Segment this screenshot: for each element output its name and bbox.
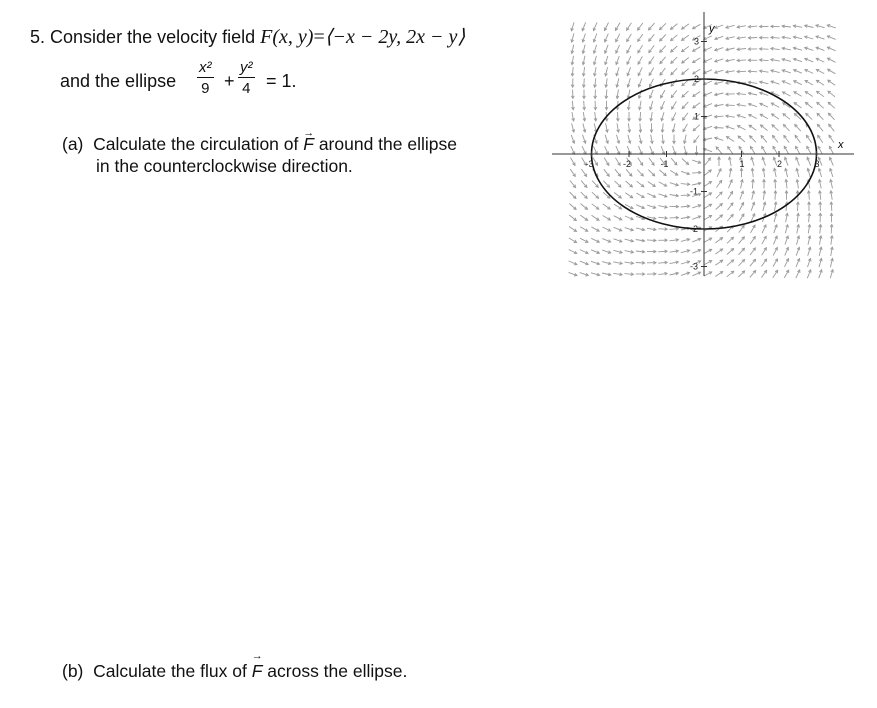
field-arrow bbox=[727, 214, 733, 221]
field-arrow bbox=[738, 271, 744, 277]
y-tick-label: -3 bbox=[690, 261, 699, 272]
y-axis-label: y bbox=[709, 23, 715, 35]
field-arrow bbox=[828, 102, 835, 108]
field-arrow bbox=[716, 204, 723, 210]
fraction-x-denominator: 9 bbox=[201, 80, 210, 97]
field-arrow bbox=[727, 249, 734, 255]
field-arrow bbox=[660, 35, 666, 42]
vector-field-graph bbox=[548, 8, 858, 280]
field-arrow bbox=[648, 170, 654, 176]
field-arrow bbox=[671, 46, 678, 52]
field-arrow bbox=[592, 181, 598, 188]
field-arrow bbox=[660, 23, 667, 29]
field-arrow bbox=[716, 147, 722, 154]
part-b-text-before: Calculate the flux of bbox=[93, 661, 247, 681]
field-arrow bbox=[660, 46, 666, 53]
field-arrow bbox=[750, 136, 756, 143]
y-tick-label: -1 bbox=[690, 186, 699, 197]
field-arrow bbox=[772, 125, 779, 131]
field-arrow bbox=[581, 204, 588, 210]
y-tick-label: 2 bbox=[694, 74, 700, 84]
field-arrow bbox=[671, 158, 677, 165]
field-arrow bbox=[783, 125, 789, 132]
part-b bbox=[62, 661, 407, 682]
fraction-x-numerator: x² bbox=[199, 59, 212, 76]
x-axis-label: x bbox=[838, 139, 844, 151]
field-arrow bbox=[783, 114, 790, 120]
field-arrow bbox=[761, 136, 767, 143]
field-arrow bbox=[739, 237, 745, 244]
field-arrow bbox=[626, 169, 632, 176]
field-arrow bbox=[716, 192, 722, 199]
field-arrow bbox=[581, 192, 587, 198]
field-equals: = bbox=[313, 26, 325, 48]
field-arrow bbox=[817, 113, 823, 119]
x-tick-label: 2 bbox=[777, 159, 783, 169]
question-intro: Consider the velocity field bbox=[50, 27, 256, 47]
part-b-text-after: across the ellipse. bbox=[267, 661, 408, 681]
field-arrow bbox=[727, 260, 734, 266]
field-rhs: ⟨−x − 2y, 2x − y⟩ bbox=[324, 26, 466, 48]
question-title bbox=[30, 24, 465, 49]
plus-sign: + bbox=[224, 71, 235, 91]
y-tick-label: 1 bbox=[694, 111, 700, 122]
field-arrow bbox=[795, 124, 801, 131]
vector-field-arrows bbox=[569, 22, 836, 278]
field-arrow bbox=[727, 271, 734, 277]
field-arrow bbox=[806, 113, 812, 119]
field-arrow bbox=[637, 170, 643, 177]
field-arrow bbox=[750, 259, 756, 266]
part-b-label: (b) bbox=[62, 661, 84, 681]
field-arrow bbox=[671, 35, 678, 41]
question-number: 5. bbox=[30, 27, 46, 47]
field-arrow bbox=[671, 24, 678, 30]
fraction-y-numerator: y² bbox=[240, 59, 253, 76]
field-arrow bbox=[682, 91, 689, 97]
field-arrow bbox=[592, 192, 599, 198]
field-arrow bbox=[738, 136, 745, 142]
equals-one: = 1. bbox=[266, 71, 297, 91]
field-arrow bbox=[570, 192, 576, 199]
part-a-line2: in the counterclockwise direction. bbox=[96, 156, 353, 176]
field-arrow bbox=[671, 68, 677, 75]
fraction-x bbox=[197, 60, 214, 96]
field-arrow bbox=[659, 170, 666, 176]
x-tick-label: -3 bbox=[585, 159, 594, 169]
field-arrow bbox=[693, 125, 700, 131]
x-tick-label: -1 bbox=[660, 159, 669, 169]
field-arrow bbox=[682, 102, 688, 109]
field-arrow bbox=[671, 57, 677, 63]
vector-f-symbol: → F bbox=[252, 661, 263, 682]
field-arrow bbox=[773, 136, 779, 143]
y-tick-label: -2 bbox=[690, 224, 699, 234]
fraction-y bbox=[238, 60, 255, 96]
y-tick-label: 3 bbox=[694, 36, 700, 47]
part-a-text-before: Calculate the circulation of bbox=[93, 134, 299, 154]
field-arrow bbox=[660, 57, 666, 64]
field-arrow bbox=[570, 181, 576, 188]
part-a bbox=[62, 133, 457, 177]
field-arrow bbox=[806, 102, 813, 108]
x-tick-label: -2 bbox=[623, 159, 632, 169]
field-arrow bbox=[817, 102, 824, 108]
field-arrow bbox=[603, 181, 609, 188]
vector-f-symbol: → F bbox=[303, 133, 314, 155]
field-arrow bbox=[828, 113, 834, 120]
field-arrow bbox=[738, 260, 744, 267]
field-arrow bbox=[682, 69, 689, 75]
field-arrow bbox=[615, 181, 622, 187]
field-arrow bbox=[581, 181, 587, 188]
field-arrow bbox=[569, 204, 576, 210]
field-arrow bbox=[649, 23, 655, 30]
part-a-text-after: around the ellipse bbox=[318, 134, 457, 154]
field-arrow bbox=[682, 159, 689, 165]
field-arrow bbox=[739, 248, 745, 255]
field-arrow bbox=[727, 237, 734, 243]
x-tick-label: 1 bbox=[739, 159, 745, 169]
field-arrow bbox=[716, 215, 723, 221]
field-arrow bbox=[817, 124, 823, 131]
ellipse-intro: and the ellipse bbox=[60, 71, 177, 91]
field-arrow bbox=[750, 271, 756, 278]
field-arrow bbox=[761, 125, 768, 131]
field-lhs: F(x, y) bbox=[260, 26, 314, 48]
field-arrow bbox=[649, 34, 655, 41]
x-tick-label: 3 bbox=[814, 159, 820, 169]
field-arrow bbox=[626, 181, 633, 187]
fraction-y-denominator: 4 bbox=[242, 80, 251, 97]
part-a-label: (a) bbox=[62, 134, 84, 154]
